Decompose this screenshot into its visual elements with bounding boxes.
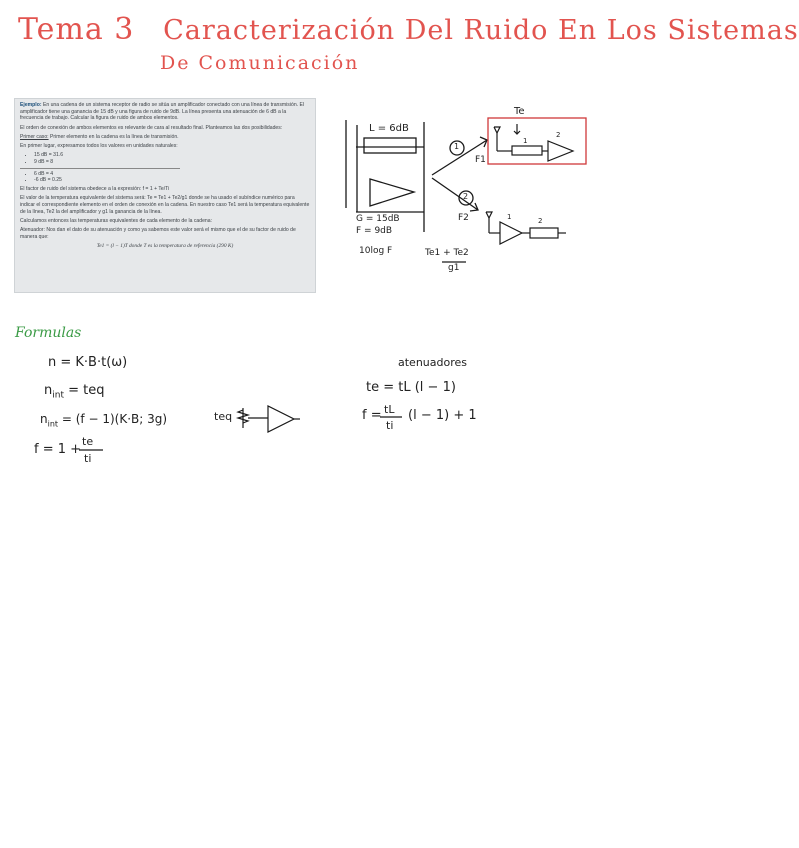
example-paragraph-3: Primer caso: Primer elemento en la cadena es la línea de transmisión. [20, 133, 179, 140]
formulas-heading: Formulas [15, 325, 82, 341]
example-paragraph-5: El factor de ruido del sistema obedece a la expresión: f = 1 + Te/Ti [20, 186, 170, 193]
list-item: • 15 dB = 31.6 [34, 152, 310, 159]
example-paragraph-2: El orden de conexión de ambos elementos es relevante de cara al resultado final. Planteamos las dos posibilidades: [20, 124, 283, 131]
line-box [364, 138, 416, 153]
case-1-amp-number: 2 [556, 131, 561, 139]
amplifier-case-1 [548, 141, 573, 161]
f2-label: F2 [458, 213, 469, 223]
attenuator-f-num: tL [384, 403, 395, 416]
case-2-number: 2 [463, 192, 469, 201]
example-paragraph-4: En primer lugar, expresamos todos los valores en unidades naturales: [20, 143, 178, 150]
example-paragraph-8: Atenuador: Nos dan el dato de su atenuación y como ya sabemos este valor será el mismo que el de su factor de ruido de manera que: [20, 227, 296, 240]
te-sum-denominator: g1 [448, 263, 460, 273]
te-top-label: Te [514, 106, 525, 117]
page-title-line-2: De Comunicación [160, 52, 360, 74]
line-attenuation-label: L = 6dB [369, 123, 409, 134]
amplifier-triangle [370, 179, 414, 206]
example-paragraph-7: Calculamos entonces las temperaturas equivalentes de cada elemento de la cadena: [20, 217, 212, 224]
formula-n-int: $n_{int}$ = teq [44, 383, 105, 401]
attenuator-f-den: ti [386, 419, 394, 432]
amplifier-case-2 [500, 222, 522, 244]
teq-label: teq [214, 410, 233, 423]
amp-noise-label: F = 9dB [356, 226, 393, 236]
line-box-case-1 [512, 146, 542, 155]
attenuator-f-rest: (l − 1) + 1 [408, 408, 477, 423]
attenuator-f-formula: f = [362, 408, 382, 423]
example-paragraph-6: El valor de la temperatura equivalente del sistema será: Te = Te1 + Te2/g1 donde se ha usado el subíndice numérico para indicar el correspondiente elemento en el orden de conexión en la cadena. En nuestro caso Te1 será la temperatura equivalente de la línea, Te2 la del amplificador y g1 la ganancia de la línea. [20, 195, 310, 215]
f1-label: F1 [475, 155, 486, 165]
case-2-amp-number: 1 [507, 213, 512, 221]
formula-noise-power: n = K·B·t(ω) [48, 355, 128, 370]
antenna-icon [494, 127, 500, 133]
formula-noise-factor-den: ti [84, 452, 92, 465]
title-part-2: Caracterización Del Ruido En Los Sistemas [163, 15, 799, 46]
attenuators-heading: atenuadores [398, 356, 467, 369]
formula-n-int-2: $n_{int} = (f - 1)(K\cdot B$; 3g) [40, 412, 168, 429]
case-2-box-number: 2 [538, 217, 543, 225]
title-part-1: Tema 3 [18, 12, 135, 47]
line-box-case-2 [530, 228, 558, 238]
attenuator-te-formula: te = tL (l − 1) [366, 380, 456, 395]
antenna-icon [486, 212, 492, 218]
case-1-box-number: 1 [523, 137, 528, 145]
example-equation: Te1 = (l − 1)T donde T es la temperatura de referencia (290 K) [96, 242, 234, 249]
example-paragraph-1: Ejemplo: En una cadena de un sistema receptor de radio se sitúa un amplificador conectado con una línea de transmisión. El amplificador tiene una ganancia de 15 dB y una figura de ruido de 9dB. La línea presenta una atenuación de 6 dB a la frecuencia de trabajo. Calcular la figura de ruido de ambos elementos. [20, 102, 305, 122]
case-1-highlight-box [488, 118, 586, 164]
formula-noise-factor-num: te [82, 435, 94, 448]
list-item: • -6 dB = 0.25 [34, 177, 310, 184]
formula-noise-factor: f = 1 + [34, 442, 82, 457]
list-item: • 6 dB = 4 [34, 171, 310, 178]
case-1-number: 1 [454, 142, 460, 151]
te-sum-numerator: Te1 + Te2 [425, 248, 469, 258]
amp-log-label: 10log F [359, 246, 393, 256]
amp-gain-label: G = 15dB [356, 214, 400, 224]
list-item: • 9 dB = 8 [34, 159, 310, 166]
amplifier-teq [268, 406, 294, 432]
